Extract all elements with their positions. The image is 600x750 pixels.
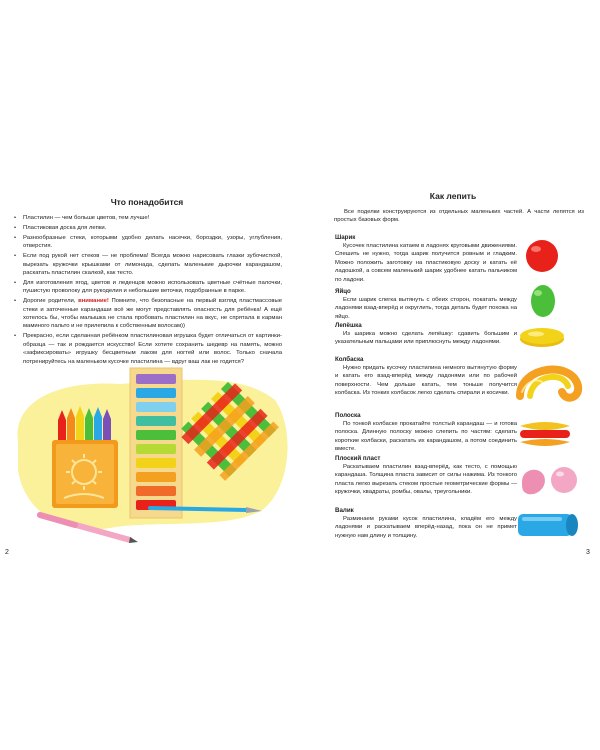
shape-name: Колбаска: [335, 356, 364, 363]
section-title-what-needed: Что понадобится: [110, 197, 184, 207]
flatcake-icon: [518, 326, 566, 348]
strip-icon: [516, 416, 574, 452]
shape-description: Нужно придать кусочку пластилина немного вытянутую форму и катать его взад-вперёд между ладонями или по рабочей поверхности. Чем дольше катать, тем тоньше получится колбаска. Из тонких колбасок легко сделать спирали и косички.: [335, 365, 517, 397]
egg-icon: [528, 282, 558, 318]
page-number: 3: [586, 549, 590, 556]
ball-icon: [524, 238, 560, 274]
warning-text-before: Дорогие родители,: [23, 298, 79, 305]
shape-block-ball: [335, 234, 517, 284]
shape-name: Полоска: [335, 412, 361, 419]
materials-list: [14, 214, 282, 367]
list-item: • Пластилин — чем больше цветов, тем лучше!: [14, 214, 282, 222]
shape-description: Разминаем руками кусок пластилина, кладём его между ладонями и раскатываем вперёд-назад, пока он не примет нужную нам длину и толщину.: [335, 516, 517, 539]
sausage-coil-icon: [512, 356, 586, 408]
shape-description: Кусочек пластилина катаем в ладонях круговыми движениями. Спешить не нужно, тогда шарик получится ровным и гладким. Можно положить заготовку на пластиковую доску и катать её ладошкой, а совсем маленький шарик удобнее катать пальчиком по ладони.: [335, 243, 517, 283]
shape-description: Раскатываем пластилин взад-вперёд, как тесто, с помощью карандаша. Толщина пласта зависит от силы нажима. Из тонкого пласта легко вырезать стеком простые геометрические формы — кружочки, квадраты, ромбы, овалы, треугольники.: [335, 464, 517, 496]
list-item: • Прекрасно, если сделанная ребёнком пластилиновая игрушка будет отличаться от картинки-образца — так и рождается искусство! Если хотите сохранить шедевр на память, можно «зафиксировать» игрушку бесцветным лаком для ногтей или волос. Только сначала потренируйтесь на маленьком кусочке пластилина — вдруг ваш лак не годится?: [14, 332, 282, 366]
roller-icon: [514, 510, 580, 540]
list-item: • Для изготовления ягод, цветов и леденцов можно использовать цветные счётные палочки, пушистую проволоку для рукоделия и небольшие веточки, подобранные в парке.: [14, 279, 282, 296]
section-title-how-to-sculpt: Как лепить: [429, 191, 477, 201]
shape-name: Яйцо: [335, 288, 351, 295]
shape-block-flatcake: [335, 322, 517, 347]
shape-name: Валик: [335, 507, 354, 514]
shape-name: Шарик: [335, 234, 356, 241]
right-page: [300, 0, 600, 750]
plasticine-strips-icon: [130, 368, 182, 518]
shape-block-egg: [335, 288, 517, 321]
materials-illustration: [0, 360, 300, 545]
list-item-warning: [14, 297, 282, 331]
warning-highlight: внимание!: [78, 298, 109, 305]
shape-name: Плоский пласт: [335, 455, 381, 462]
list-item: • Разнообразные стеки, которыми удобно делать насечки, бороздки, узоры, углубления, отверстия.: [14, 234, 282, 251]
crayon-box-icon: [52, 406, 118, 508]
intro-text: Все поделки конструируются из отдельных маленьких частей. А части лепятся из простых базовых форм.: [334, 209, 584, 224]
warning-text-after: Помните, что безопасные на первый взгляд пластмассовые стеки и заточенные карандаши всё же могут представлять опасность для ребёнка! А ещё хотелось бы, чтобы малышка не стала пробовать пластилин на вкус, не спрятала в карман маминого пальто и не прилепила к собственным волосам)): [23, 298, 282, 330]
shape-name: Лепёшка: [335, 322, 362, 329]
shape-description: Если шарик слегка вытянуть с обеих сторон, покатать между ладонями взад-вперёд и округлить, тогда деталь будет похожа на яйцо.: [335, 297, 517, 320]
shape-description: По тонкой колбаске прокатайте толстый карандаш — и готова полоска. Длинную полоску можно слепить по частям: сделать короткие колбаски, раскатать их карандашом, а потом соединить вместе.: [335, 421, 517, 453]
page-number: 2: [5, 549, 9, 556]
shape-block-flat-sheet: [335, 455, 517, 497]
flat-sheet-icon: [518, 462, 580, 498]
shape-block-roller: [335, 507, 517, 540]
list-item: • Если под рукой нет стеков — не проблема! Всегда можно нарисовать глазки зубочисткой, вырезать кружочки крышками от лимонада, сделать маленькие дырочки карандашом, раскатать пластилин скалкой, как тесто.: [14, 252, 282, 277]
shape-block-strip: [335, 412, 517, 454]
shape-block-sausage: [335, 356, 517, 398]
list-item: • Пластиковая доска для лепки.: [14, 224, 282, 232]
shape-description: Из шарика можно сделать лепёшку: сдавить большим и указательным пальцами или приплюснуть между ладонями.: [335, 331, 517, 346]
